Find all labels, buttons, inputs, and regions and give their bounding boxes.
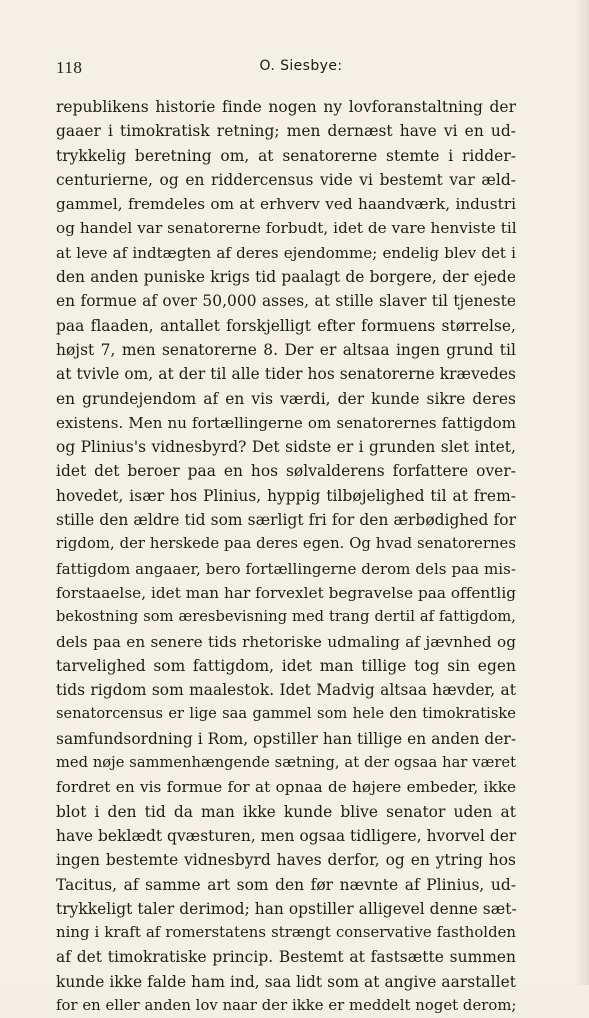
text-line: bekostning som æresbevisning med trang dertil af fattigdom,	[56, 608, 516, 626]
text-line: centurierne, og en riddercensus vide vi bestemt var æld-	[56, 170, 516, 189]
text-line: paa flaaden, antallet forskjelligt efter formuens størrelse,	[56, 316, 516, 335]
text-line: kunde ikke falde ham ind, saa lidt som at angive aarstallet	[56, 972, 516, 991]
text-line: dels paa en senere tids rhetoriske udmaling af jævnhed og	[56, 632, 516, 651]
text-line: for en eller anden lov naar der ikke er meddelt noget derom;	[56, 996, 517, 1014]
text-line: den anden puniske krigs tid paalagt de borgere, der ejede	[56, 268, 516, 287]
text-line: at leve af indtægten af deres ejendomme; endelig blev det i	[56, 243, 516, 262]
text-line: forstaaelse, idet man har forvexlet begravelse paa offentlig	[56, 583, 516, 602]
page-number: 118	[56, 58, 83, 77]
text-line: at tvivle om, at der til alle tider hos senatorerne krævedes	[56, 365, 516, 384]
page-header	[56, 58, 546, 82]
text-line: ning i kraft af romerstatens strængt conservative fastholden	[56, 924, 516, 942]
text-line: og Plinius's vidnesbyrd? Det sidste er i grunden slet intet,	[56, 438, 516, 457]
text-line: gammel, fremdeles om at erhverv ved haandværk, industri	[56, 195, 516, 214]
text-line: en grundejendom af en vis værdi, der kunde sikre deres	[56, 389, 516, 408]
text-line: hovedet, især hos Plinius, hyppig tilbøjelighed til at frem-	[56, 486, 516, 505]
text-line: blot i den tid da man ikke kunde blive senator uden at	[56, 802, 516, 821]
text-line: have beklædt qvæsturen, men ogsaa tidligere, hvorvel der	[56, 826, 517, 845]
text-line: tarvelighed som fattigdom, idet man tillige tog sin egen	[56, 656, 516, 675]
text-line: ingen bestemte vidnesbyrd haves derfor, og en ytring hos	[56, 851, 516, 870]
text-line: republikens historie finde nogen ny lovforanstaltning der	[56, 98, 516, 116]
body-text	[56, 95, 516, 1018]
text-line: senatorcensus er lige saa gammel som hele den timokratiske	[56, 705, 516, 723]
text-line: trykkelig beretning om, at senatorerne stemte i ridder-	[56, 146, 516, 165]
text-line: af det timokratiske princip. Bestemt at fastsætte summen	[56, 948, 516, 967]
page-edge-shadow	[575, 0, 589, 985]
text-line: rigdom, der herskede paa deres egen. Og hvad senatorernes	[56, 535, 516, 553]
text-line: existens. Men nu fortællingerne om senatorernes fattigdom	[56, 413, 516, 432]
text-line: fordret en vis formue for at opnaa de højere embeder, ikke	[56, 778, 516, 797]
text-line: Tacitus, af samme art som den før nævnte af Plinius, ud-	[56, 875, 516, 894]
text-line: idet det beroer paa en hos sølvalderens forfattere over-	[56, 462, 516, 481]
text-line: en formue af over 50,000 asses, at stille slaver til tjeneste	[56, 292, 516, 311]
text-line: og handel var senatorerne forbudt, idet de vare henviste til	[56, 219, 517, 238]
running-head: O. Siesbye:	[259, 58, 343, 74]
text-line: samfundsordning i Rom, opstiller han tillige en anden der-	[56, 729, 517, 748]
text-line: stille den ældre tid som særligt fri for den ærbødighed for	[56, 511, 516, 530]
text-line: med nøje sammenhængende sætning, at der ogsaa har været	[56, 754, 516, 772]
text-line: trykkeligt taler derimod; han opstiller alligevel denne sæt-	[56, 899, 517, 918]
text-line: gaaer i timokratisk retning; men dernæst have vi en ud-	[56, 122, 516, 141]
text-line: fattigdom angaaer, bero fortællingerne derom dels paa mis-	[56, 559, 516, 578]
text-line: tids rigdom som maalestok. Idet Madvig altsaa hævder, at	[56, 681, 516, 700]
text-line: højst 7, men senatorerne 8. Der er altsaa ingen grund til	[56, 340, 516, 359]
